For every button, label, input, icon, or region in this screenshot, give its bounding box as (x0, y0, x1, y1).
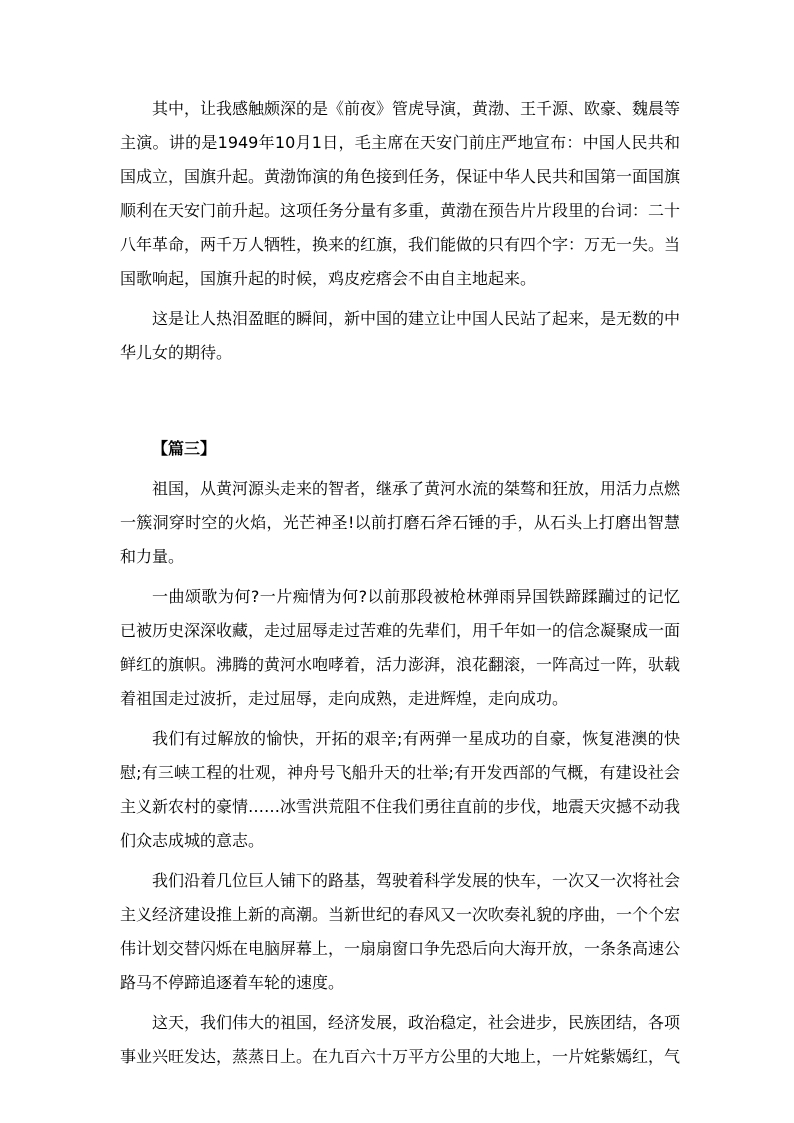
document-body (120, 92, 680, 1074)
paragraph-yellow-river-sage: 祖国，从黄河源头走来的智者，继承了黄河水流的桀骜和狂放，用活力点燃一簇洞穿时空的火焰，光芒神圣!以前打磨石斧石锤的手，从石头上打磨出智慧和力量。 (120, 479, 681, 566)
paragraph-moving-moment: 这是让人热泪盈眶的瞬间，新中国的建立让中国人民站了起来，是无数的中华儿女的期待。 (120, 309, 681, 362)
paragraph-song-of-praise: 一曲颂歌为何?一片痴情为何?以前那段被枪林弹雨异国铁蹄蹂躏过的记忆已被历史深深收藏，走过屈辱走过苦难的先辈们，用千年如一的信念凝聚成一面鲜红的旗帜。沸腾的黄河水咆哮着，活力澎湃，浪花翻滚，一阵高过一阵，驮载着祖国走过波折，走过屈辱，走向成熟，走进辉煌，走向成功。 (120, 587, 681, 708)
section-heading-part-three: 【篇三】 (152, 439, 217, 458)
section-gap (120, 370, 680, 432)
paragraph-prosperity: 这天，我们伟大的祖国，经济发展，政治稳定，社会进步，民族团结，各项事业兴旺发达，蒸蒸日上。在九百六十万平方公里的大地上，一片姹紫嫣红，气 (120, 1013, 681, 1066)
paragraph-achievements: 我们有过解放的愉快，开拓的艰辛;有两弹一星成功的自豪，恢复港澳的快慰;有三峡工程的壮观，神舟号飞船升天的壮举;有开发西部的气概，有建设社会主义新农村的豪情……冰雪洪荒阻不住我们勇往直前的步伐，地震天灾撼不动我们众志成城的意志。 (120, 729, 681, 850)
paragraph-film-qianye: 其中，让我感触颇深的是《前夜》管虎导演，黄渤、王千源、欧豪、魏晨等主演。讲的是1949年10月1日，毛主席在天安门前庄严地宣布：中国人民共和国成立，国旗升起。黄渤饰演的角色接到任务，保证中华人民共和国第一面国旗顺利在天安门前升起。这项任务分量有多重，黄渤在预告片片段里的台词：二十八年革命，两千万人牺牲，换来的红旗，我们能做的只有四个字：万无一失。当国歌响起，国旗升起的时候，鸡皮疙瘩会不由自主地起来。 (120, 99, 681, 288)
paragraph-economic-development: 我们沿着几位巨人铺下的路基，驾驶着科学发展的快车，一次又一次将社会主义经济建设推上新的高潮。当新世纪的春风又一次吹奏礼貌的序曲，一个个宏伟计划交替闪烁在电脑屏幕上，一扇扇窗口争先恐后向大海开放，一条条高速公路马不停蹄追逐着车轮的速度。 (120, 871, 681, 992)
